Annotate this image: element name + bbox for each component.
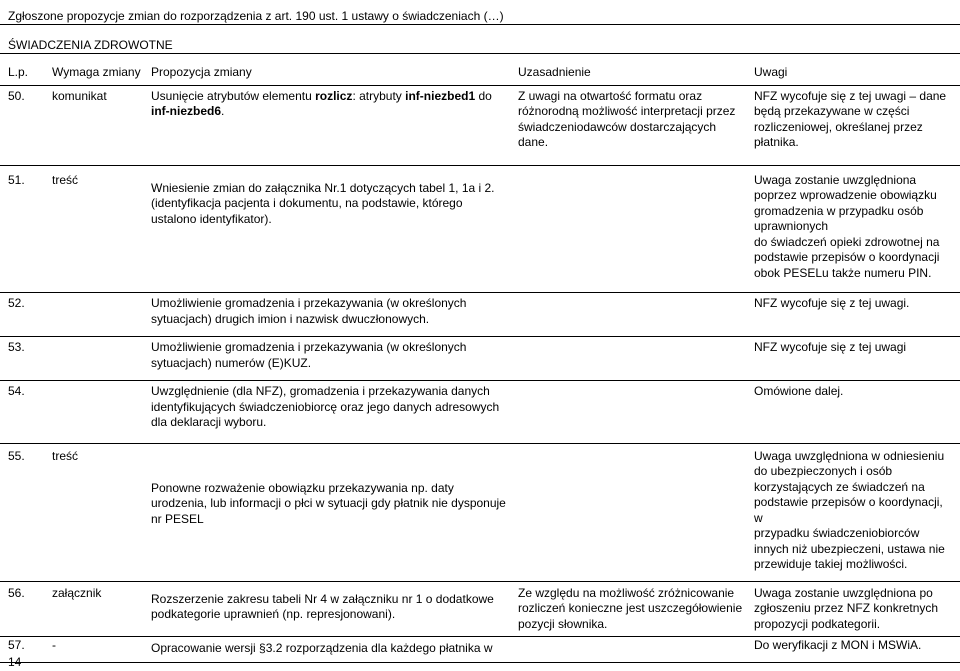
change-target xyxy=(44,293,145,337)
change-target xyxy=(44,337,145,381)
remarks-cell: Uwaga zostanie uwzględniona poprzez wprowadzenie obowiązku gromadzenia w przypadku osób uprawnionych do świadczeń opieki zdrowotnej na podstawie przepisów o koordynacji obok PESELu także numeru PIN. xyxy=(754,165,960,293)
proposal-cell: Umożliwienie gromadzenia i przekazywania (w określonych sytuacjach) numerów (E)KUZ. xyxy=(145,337,518,381)
proposal-cell: Umożliwienie gromadzenia i przekazywania (w określonych sytuacjach) drugich imion i nazwisk dwuczłonowych. xyxy=(145,293,518,337)
change-target: treść xyxy=(44,443,145,581)
row-number: 50. xyxy=(0,85,44,165)
justification-cell xyxy=(518,381,754,444)
row-number: 51. xyxy=(0,165,44,293)
justification-cell xyxy=(518,443,754,581)
column-header-lp: L.p. xyxy=(0,62,44,85)
change-target: - xyxy=(44,637,145,663)
remarks-cell: NFZ wycofuje się z tej uwagi xyxy=(754,337,960,381)
change-target: treść xyxy=(44,165,145,293)
proposal-cell: Uwzględnienie (dla NFZ), gromadzenia i przekazywania danych identyfikujących świadczeniobiorcę oraz jego danych adresowych dla deklaracji wyboru. xyxy=(145,381,518,444)
remarks-cell: Uwaga zostanie uwzględniona po zgłoszeniu przez NFZ konkretnych propozycji podkategorii. xyxy=(754,581,960,637)
justification-cell xyxy=(518,165,754,293)
row-number: 54. xyxy=(0,381,44,444)
proposal-cell: Usunięcie atrybutów elementu rozlicz: atrybuty inf-niezbed1 do inf-niezbed6. xyxy=(145,85,518,165)
section-title: ŚWIADCZENIA ZDROWOTNE xyxy=(0,37,960,54)
table-row xyxy=(0,165,960,293)
column-header-wymaga: Wymaga zmiany xyxy=(44,62,145,85)
table-row xyxy=(0,85,960,165)
remarks-cell: NFZ wycofuje się z tej uwagi. xyxy=(754,293,960,337)
proposal-cell: Rozszerzenie zakresu tabeli Nr 4 w załączniku nr 1 o dodatkowe podkategorie uprawnień (np. represjonowani). xyxy=(145,581,518,637)
proposal-cell: Wniesienie zmian do załącznika Nr.1 dotyczących tabel 1, 1a i 2. (identyfikacja pacjenta i dokumentu, na podstawie, którego ustalono identyfikator). xyxy=(145,165,518,293)
justification-cell xyxy=(518,293,754,337)
remarks-cell: Omówione dalej. xyxy=(754,381,960,444)
row-number: 53. xyxy=(0,337,44,381)
proposals-table xyxy=(0,62,960,663)
table-row xyxy=(0,443,960,581)
row-number: 57. xyxy=(0,637,44,663)
row-number: 56. xyxy=(0,581,44,637)
table-header-row xyxy=(0,62,960,85)
table-row xyxy=(0,337,960,381)
change-target: komunikat xyxy=(44,85,145,165)
proposal-cell: Opracowanie wersji §3.2 rozporządzenia dla każdego płatnika w xyxy=(145,637,518,663)
change-target xyxy=(44,381,145,444)
table-row xyxy=(0,637,960,663)
change-target: załącznik xyxy=(44,581,145,637)
proposal-cell: Ponowne rozważenie obowiązku przekazywania np. daty urodzenia, lub informacji o płci w sytuacji gdy płatnik nie dysponuje nr PESEL xyxy=(145,443,518,581)
table-row xyxy=(0,381,960,444)
justification-cell: Ze względu na możliwość zróżnicowanie rozliczeń konieczne jest uszczegółowienie pozycji słownika. xyxy=(518,581,754,637)
row-number: 55. xyxy=(0,443,44,581)
row-number: 52. xyxy=(0,293,44,337)
column-header-propozycja: Propozycja zmiany xyxy=(145,62,518,85)
page-number: 14 xyxy=(8,655,22,669)
document-title: Zgłoszone propozycje zmian do rozporządzenia z art. 190 ust. 1 ustawy o świadczeniach (…) xyxy=(0,8,960,25)
remarks-cell: Uwaga uwzględniona w odniesieniu do ubezpieczonych i osób korzystających ze świadczeń na podstawie przepisów o koordynacji, w przypadku świadczeniobiorców innych niż ubezpieczeni, ustawa nie przewiduje takiej możliwości. xyxy=(754,443,960,581)
remarks-cell: NFZ wycofuje się z tej uwagi – dane będą przekazywane w części rozliczeniowej, określanej przez płatnika. xyxy=(754,85,960,165)
table-row xyxy=(0,581,960,637)
justification-cell: Z uwagi na otwartość formatu oraz różnorodną możliwość interpretacji przez świadczeniodawców dostarczających dane. xyxy=(518,85,754,165)
justification-cell xyxy=(518,637,754,663)
remarks-cell: Do weryfikacji z MON i MSWiA. xyxy=(754,637,960,663)
column-header-uzasadnienie: Uzasadnienie xyxy=(518,62,754,85)
justification-cell xyxy=(518,337,754,381)
column-header-uwagi: Uwagi xyxy=(754,62,960,85)
table-row xyxy=(0,293,960,337)
